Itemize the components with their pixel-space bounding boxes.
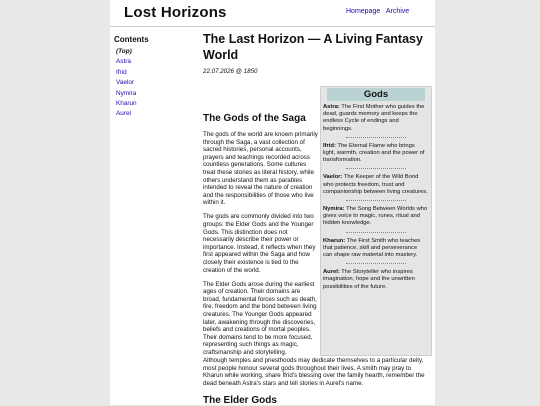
god-name: Ifrid: — [323, 142, 336, 149]
god-entry-nymira — [321, 206, 431, 228]
paragraph: The gods of the world are known primarily through the Saga, a vast collection of sacred histories, personal accounts, prayers and teachings recorded across countless generations. Some cultures treat these stories as literal history, while others understand them as parables intended to reveal the nature of creation and the responsibilities of those who live within it. — [203, 131, 318, 207]
paragraph-wide: Although temples and priesthoods may dedicate themselves to a particular deity, most people honour several gods throughout their lives. A smith may pray to Kharun while working, share Ifrid's blessing over the family hearth, remember the dead beneath Astra's stars and tell stories in Aurel's name. — [203, 357, 425, 387]
toc-item-nymira[interactable]: Nymira — [116, 89, 137, 97]
infobox-title: Gods — [327, 88, 425, 101]
divider — [346, 137, 406, 138]
nav-archive-link[interactable]: Archive — [385, 8, 410, 15]
article-header — [203, 31, 431, 75]
god-name: Nymira: — [323, 206, 345, 213]
section-heading-elder-gods: The Elder Gods — [203, 395, 277, 406]
divider — [346, 263, 406, 264]
divider — [346, 232, 406, 233]
god-entry-vaelor — [321, 174, 431, 196]
toc-title: Contents — [114, 35, 149, 44]
god-description: The Song Between Worlds who gives voice to magic, runes, ritual and hidden knowledge. — [323, 206, 428, 227]
god-name: Aurel: — [323, 269, 340, 276]
paragraph: The Elder Gods arose during the earliest ages of creation. Their domains are broad, fundamental forces such as death, fire, freedom and the bond between living creatures. The Younger Gods appeared later, awakening through the discoveries, beliefs and creations of mortal peoples. Their domains tend to be more focused, representing such things as magic, craftsmanship and storytelling. — [203, 280, 317, 357]
divider — [346, 200, 406, 201]
god-entry-aurel — [321, 269, 431, 291]
table-of-contents — [114, 35, 194, 120]
article-body — [203, 131, 318, 363]
toc-item-aurel[interactable]: Aurel — [116, 110, 131, 118]
god-description: The Eternal Flame who brings light, warmth, creation and the power of transformation. — [323, 142, 425, 164]
god-entry-astra — [321, 104, 431, 133]
article-title: The Last Horizon — A Living Fantasy World — [203, 32, 423, 62]
god-name: Kharun: — [323, 237, 346, 244]
divider — [346, 168, 406, 169]
article-date: 22.07.2026 @ 1850 — [203, 68, 258, 75]
god-description: The First Mother who guides the dead, guards memory and keeps the endless Cycle of endings and beginnings. — [323, 104, 425, 132]
paragraph: The gods are commonly divided into two groups: the Elder Gods and the Younger Gods. This distinction does not necessarily describe their power or importance. Instead, it reflects when they first appeared within the Saga and how closely their existence is tied to the creation of the world. — [203, 213, 316, 274]
toc-item-astra[interactable]: Astra — [116, 58, 131, 66]
god-entry-ifrid — [321, 143, 431, 165]
section-heading-gods-of-saga: The Gods of the Saga — [203, 113, 306, 124]
toc-item-vaelor[interactable]: Vaelor — [116, 79, 134, 87]
god-description: The Storyteller who inspires imagination, hope and the unwritten possibilities of the future. — [323, 269, 415, 290]
toc-item-kharun[interactable]: Kharun — [116, 100, 137, 108]
toc-item-ifrid[interactable]: Ifrid — [116, 68, 127, 76]
god-name: Astra: — [323, 104, 340, 110]
nav-homepage-link[interactable]: Homepage — [346, 8, 381, 15]
god-description: The Keeper of the Wild Bond who protects freedom, trust and companionship between living creatures. — [323, 174, 428, 195]
site-title[interactable]: Lost Horizons — [124, 4, 227, 21]
god-name: Vaelor: — [323, 174, 343, 181]
gods-infobox — [320, 86, 432, 356]
god-entry-kharun — [321, 238, 431, 260]
top-nav — [346, 8, 413, 15]
god-description: The First Smith who teaches that patience, skill and perseverance can shape raw material into mastery. — [323, 237, 421, 259]
toc-item-top[interactable]: (Top) — [116, 48, 132, 55]
